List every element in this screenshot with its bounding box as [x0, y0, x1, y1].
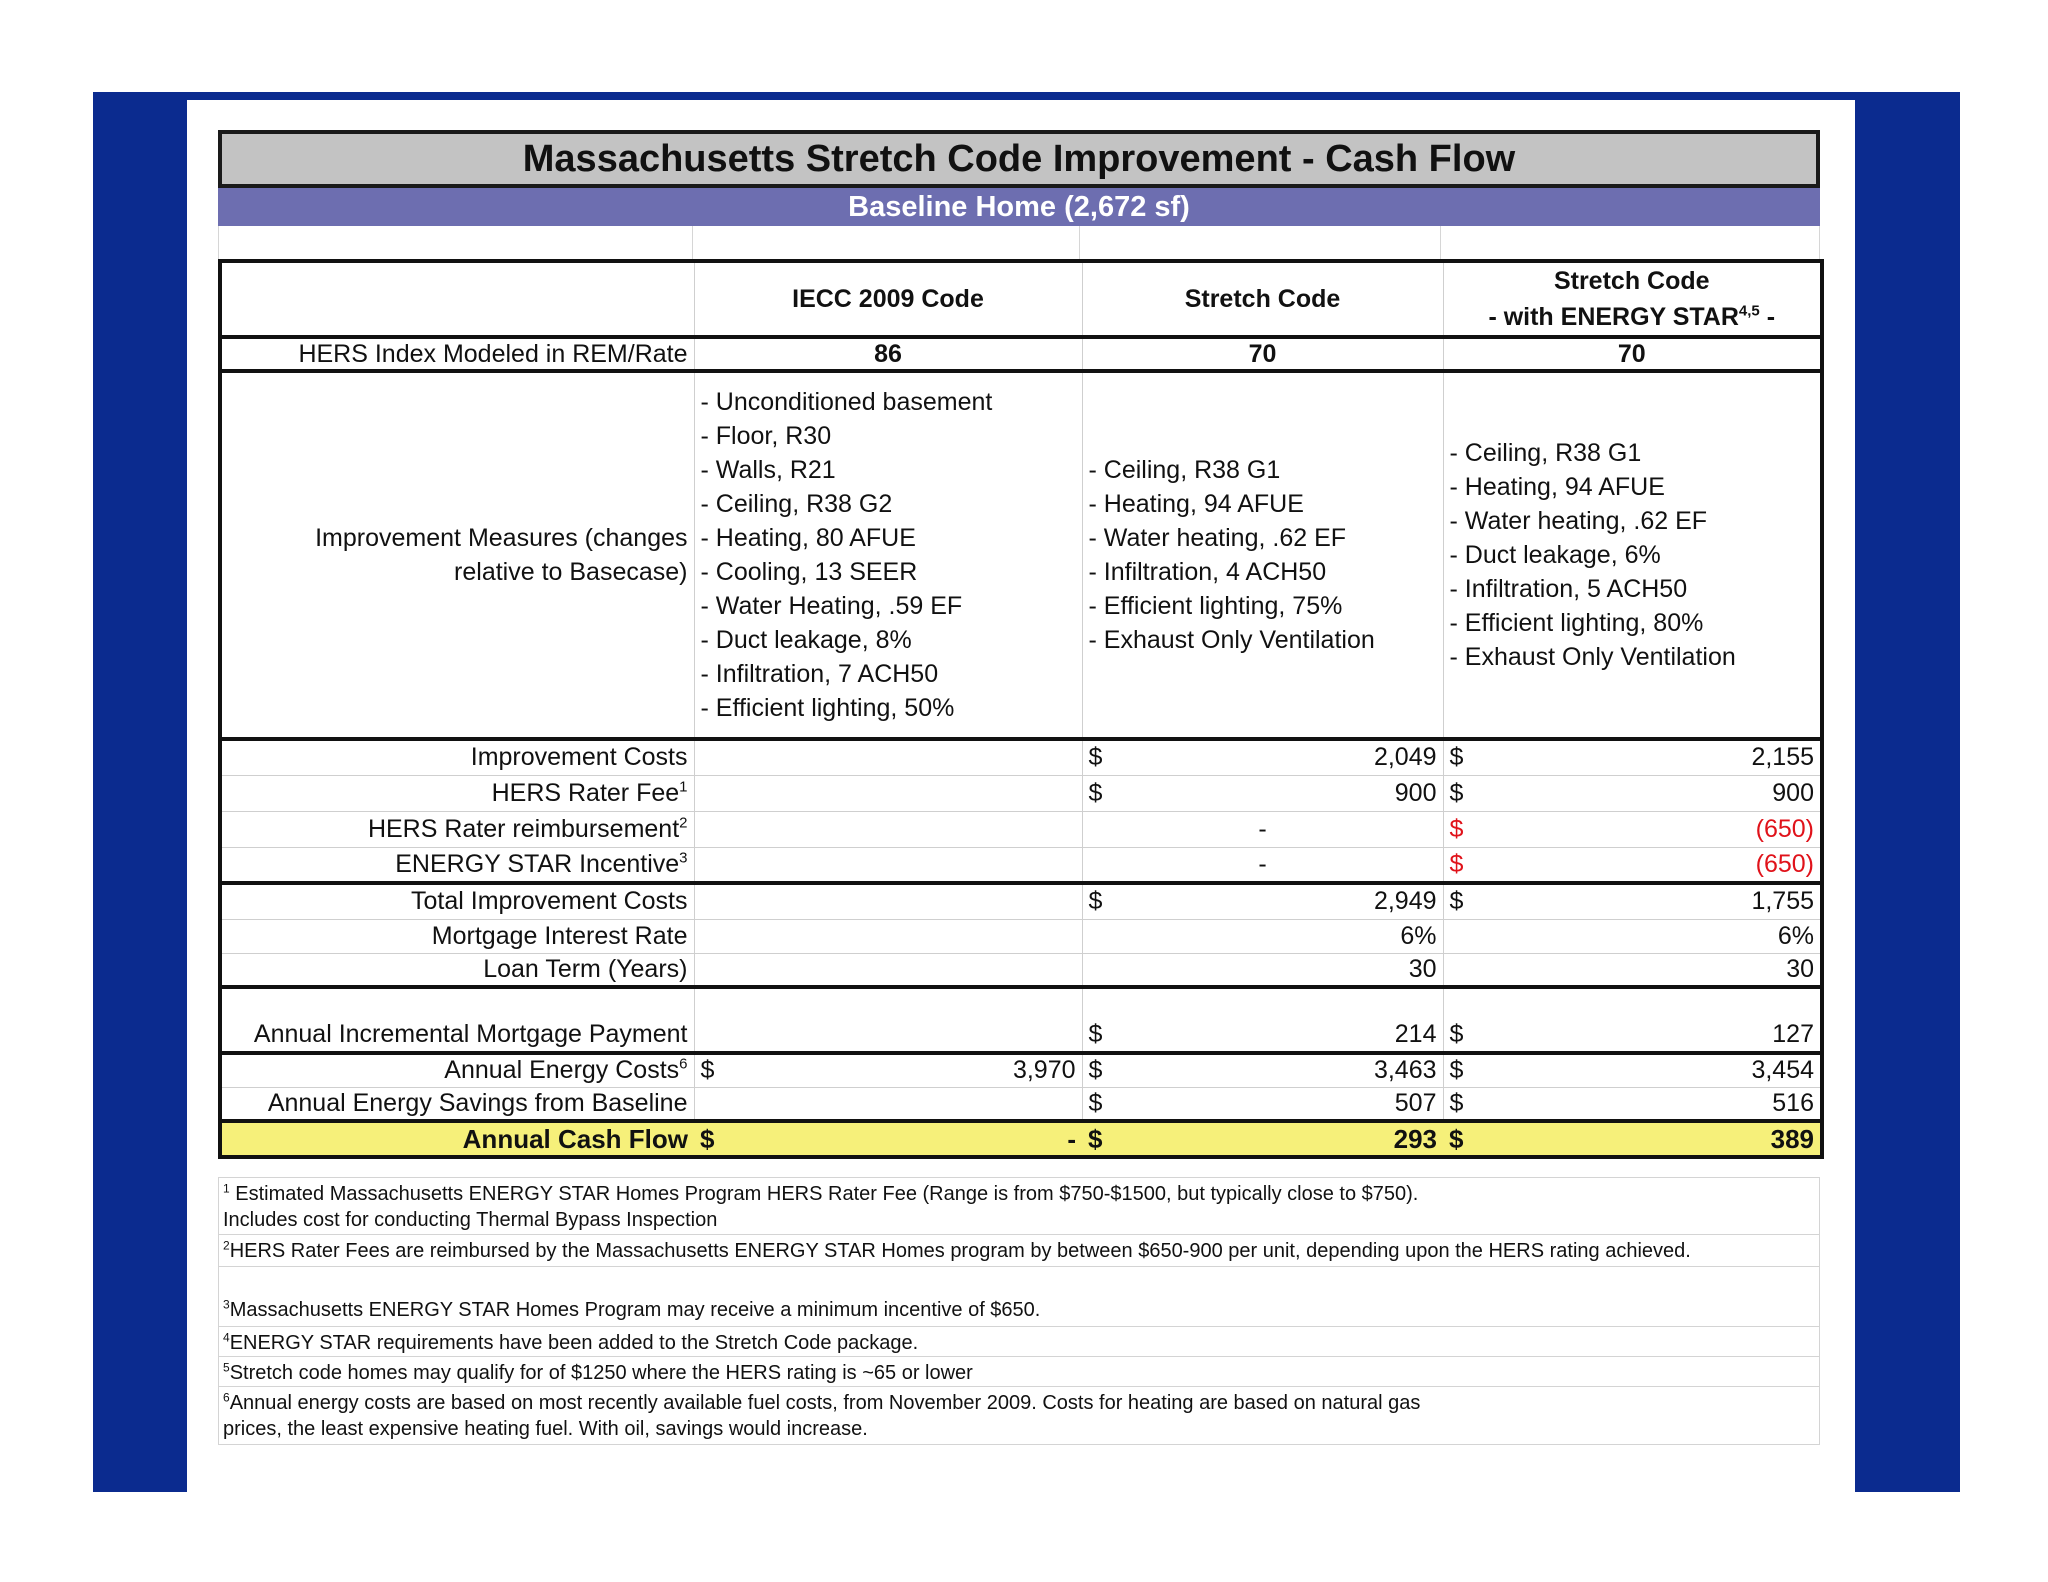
- mortgage-estar: 127: [1772, 1020, 1814, 1048]
- measure-item: - Ceiling, R38 G1: [1449, 439, 1642, 467]
- footnote-4: $^4$ENERGY STAR requirements have been added to the Stretch Code package.: [218, 1327, 1820, 1357]
- row-label: Improvement Measures (changes relative to Basecase): [220, 371, 694, 739]
- row-label: Annual Cash Flow: [220, 1121, 694, 1157]
- col-header-estar-line2: - with ENERGY STAR: [1488, 303, 1739, 331]
- col-header-estar-footnote: 4,5: [1738, 302, 1760, 320]
- col-header-iecc: IECC 2009 Code: [694, 261, 1082, 337]
- row-label: Annual Energy Savings from Baseline: [220, 1087, 694, 1121]
- cash-flow-table-block: [218, 130, 1820, 1159]
- row-label: ENERGY STAR Incentive: [395, 849, 680, 878]
- measure-item: - Efficient lighting, 80%: [1449, 609, 1704, 637]
- measure-item: - Heating, 94 AFUE: [1088, 490, 1304, 518]
- measure-item: - Water Heating, .59 EF: [700, 592, 963, 620]
- measure-item: - Infiltration, 4 ACH50: [1088, 558, 1327, 586]
- mortgage-stretch: 214: [1394, 1020, 1437, 1048]
- energy-costs-row: Annual Energy Costs$^6$ $ 3,970 $ 3,463 $ 3,454: [220, 1053, 1822, 1087]
- measure-item: - Water heating, .62 EF: [1449, 507, 1708, 535]
- measure-item: - Efficient lighting, 50%: [700, 694, 955, 722]
- hers-estar: 70: [1443, 337, 1822, 371]
- measure-item: - Infiltration, 7 ACH50: [700, 660, 939, 688]
- row-label: Total Improvement Costs: [220, 883, 694, 919]
- rater-fee-stretch: 900: [1394, 778, 1437, 807]
- cash-flow-estar: 389: [1770, 1123, 1814, 1154]
- row-label: HERS Rater reimbursement: [367, 814, 680, 843]
- footnotes: [218, 1177, 1820, 1445]
- row-label: HERS Rater Fee: [491, 778, 680, 807]
- row-label: Improvement Costs: [220, 739, 694, 775]
- savings-estar: 516: [1772, 1088, 1814, 1117]
- savings-stretch: 507: [1394, 1088, 1437, 1117]
- row-label: HERS Index Modeled in REM/Rate: [220, 337, 694, 371]
- spacer-row: [218, 226, 1820, 259]
- col-header-estar: Stretch Code - with ENERGY STAR$^{4,5}$ -: [1443, 261, 1822, 337]
- measure-item: - Heating, 80 AFUE: [700, 524, 916, 552]
- col-header-stretch: Stretch Code: [1082, 261, 1443, 337]
- footnote-5: $^5$Stretch code homes may qualify for of $1250 where the HERS rating is ~65 or lower: [218, 1357, 1820, 1387]
- measure-item: - Infiltration, 5 ACH50: [1449, 575, 1688, 603]
- measure-item: - Cooling, 13 SEER: [700, 558, 918, 586]
- energy-costs-iecc: 3,970: [1012, 1056, 1076, 1085]
- cash-flow-row: Annual Cash Flow $ - $ 293 $ 389: [220, 1121, 1822, 1157]
- footnote-1: $^1$ Estimated Massachusetts ENERGY STAR Homes Program HERS Rater Fee (Range is from $750-$1500, but typically close to $750). Includes cost for conducting Thermal Bypass Inspection: [218, 1177, 1820, 1235]
- measures-stretch: [1082, 371, 1443, 739]
- cash-flow-stretch: 293: [1393, 1123, 1437, 1154]
- measure-item: - Heating, 94 AFUE: [1449, 473, 1665, 501]
- estar-incentive-estar: (650): [1755, 849, 1814, 878]
- estar-incentive-row: ENERGY STAR Incentive$^3$ - $ (650): [220, 847, 1822, 883]
- hers-stretch: 70: [1082, 337, 1443, 371]
- measure-item: - Unconditioned basement: [700, 388, 993, 416]
- total-costs-stretch: 2,949: [1373, 887, 1437, 916]
- term-stretch: 30: [1082, 953, 1443, 987]
- term-estar: 30: [1443, 953, 1822, 987]
- estar-incentive-stretch: -: [1082, 847, 1443, 883]
- measure-item: - Exhaust Only Ventilation: [1449, 643, 1736, 671]
- hers-index-row: [220, 337, 1822, 371]
- mortgage-payment-row: Annual Incremental Mortgage Payment $ 214 $ 127: [220, 987, 1822, 1053]
- measure-item: - Duct leakage, 6%: [1449, 541, 1661, 569]
- energy-costs-stretch: 3,463: [1373, 1056, 1437, 1085]
- cash-flow-table: [218, 259, 1824, 1159]
- interest-estar: 6%: [1443, 919, 1822, 953]
- hers-iecc: 86: [694, 337, 1082, 371]
- measure-item: - Duct leakage, 8%: [700, 626, 912, 654]
- measures-estar: [1443, 371, 1822, 739]
- interest-stretch: 6%: [1082, 919, 1443, 953]
- row-label: Mortgage Interest Rate: [220, 919, 694, 953]
- total-costs-row: Total Improvement Costs $ 2,949 $ 1,755: [220, 883, 1822, 919]
- improvement-costs-estar: 2,155: [1751, 743, 1814, 772]
- rater-fee-row: HERS Rater Fee$^1$ $ 900 $ 900: [220, 775, 1822, 811]
- improvement-costs-row: Improvement Costs $ 2,049 $ 2,155: [220, 739, 1822, 775]
- interest-rate-row: [220, 919, 1822, 953]
- measure-item: - Exhaust Only Ventilation: [1088, 626, 1375, 654]
- measure-item: - Walls, R21: [700, 456, 836, 484]
- column-header-row: [220, 261, 1822, 337]
- row-label: Annual Incremental Mortgage Payment: [220, 987, 694, 1053]
- rater-reimb-estar: (650): [1755, 814, 1814, 843]
- footnote-2: $^2$HERS Rater Fees are reimbursed by the Massachusetts ENERGY STAR Homes program by between $650-900 per unit, depending upon the HERS rating achieved.: [218, 1235, 1820, 1267]
- row-label: Annual Energy Costs: [444, 1056, 680, 1085]
- loan-term-row: [220, 953, 1822, 987]
- footnote-6: $^6$Annual energy costs are based on most recently available fuel costs, from November 2009. Costs for heating are based on natural gas prices, the least expensive heating fuel. With oil, savings would increase.: [218, 1387, 1820, 1445]
- energy-savings-row: Annual Energy Savings from Baseline $ 507 $ 516: [220, 1087, 1822, 1121]
- improvement-costs-stretch: 2,049: [1373, 743, 1437, 772]
- improvement-measures-row: [220, 371, 1822, 739]
- total-costs-estar: 1,755: [1751, 887, 1814, 916]
- rater-reimb-stretch: -: [1082, 811, 1443, 847]
- col-header-estar-line1: Stretch Code: [1553, 267, 1710, 295]
- rater-reimbursement-row: HERS Rater reimbursement$^2$ - $ (650): [220, 811, 1822, 847]
- footnote-3: $^3$Massachusetts ENERGY STAR Homes Program may receive a minimum incentive of $650.: [218, 1267, 1820, 1327]
- measure-item: - Efficient lighting, 75%: [1088, 592, 1343, 620]
- page-subtitle: Baseline Home (2,672 sf): [218, 188, 1820, 226]
- rater-fee-estar: 900: [1772, 778, 1814, 807]
- measures-iecc: [694, 371, 1082, 739]
- measure-item: - Ceiling, R38 G2: [700, 490, 893, 518]
- measure-item: - Ceiling, R38 G1: [1088, 456, 1281, 484]
- energy-costs-estar: 3,454: [1751, 1056, 1814, 1085]
- measure-item: - Water heating, .62 EF: [1088, 524, 1347, 552]
- cash-flow-iecc: -: [1067, 1123, 1076, 1154]
- row-label: Loan Term (Years): [220, 953, 694, 987]
- measure-item: - Floor, R30: [700, 422, 832, 450]
- page-title: Massachusetts Stretch Code Improvement - Cash Flow: [218, 130, 1820, 188]
